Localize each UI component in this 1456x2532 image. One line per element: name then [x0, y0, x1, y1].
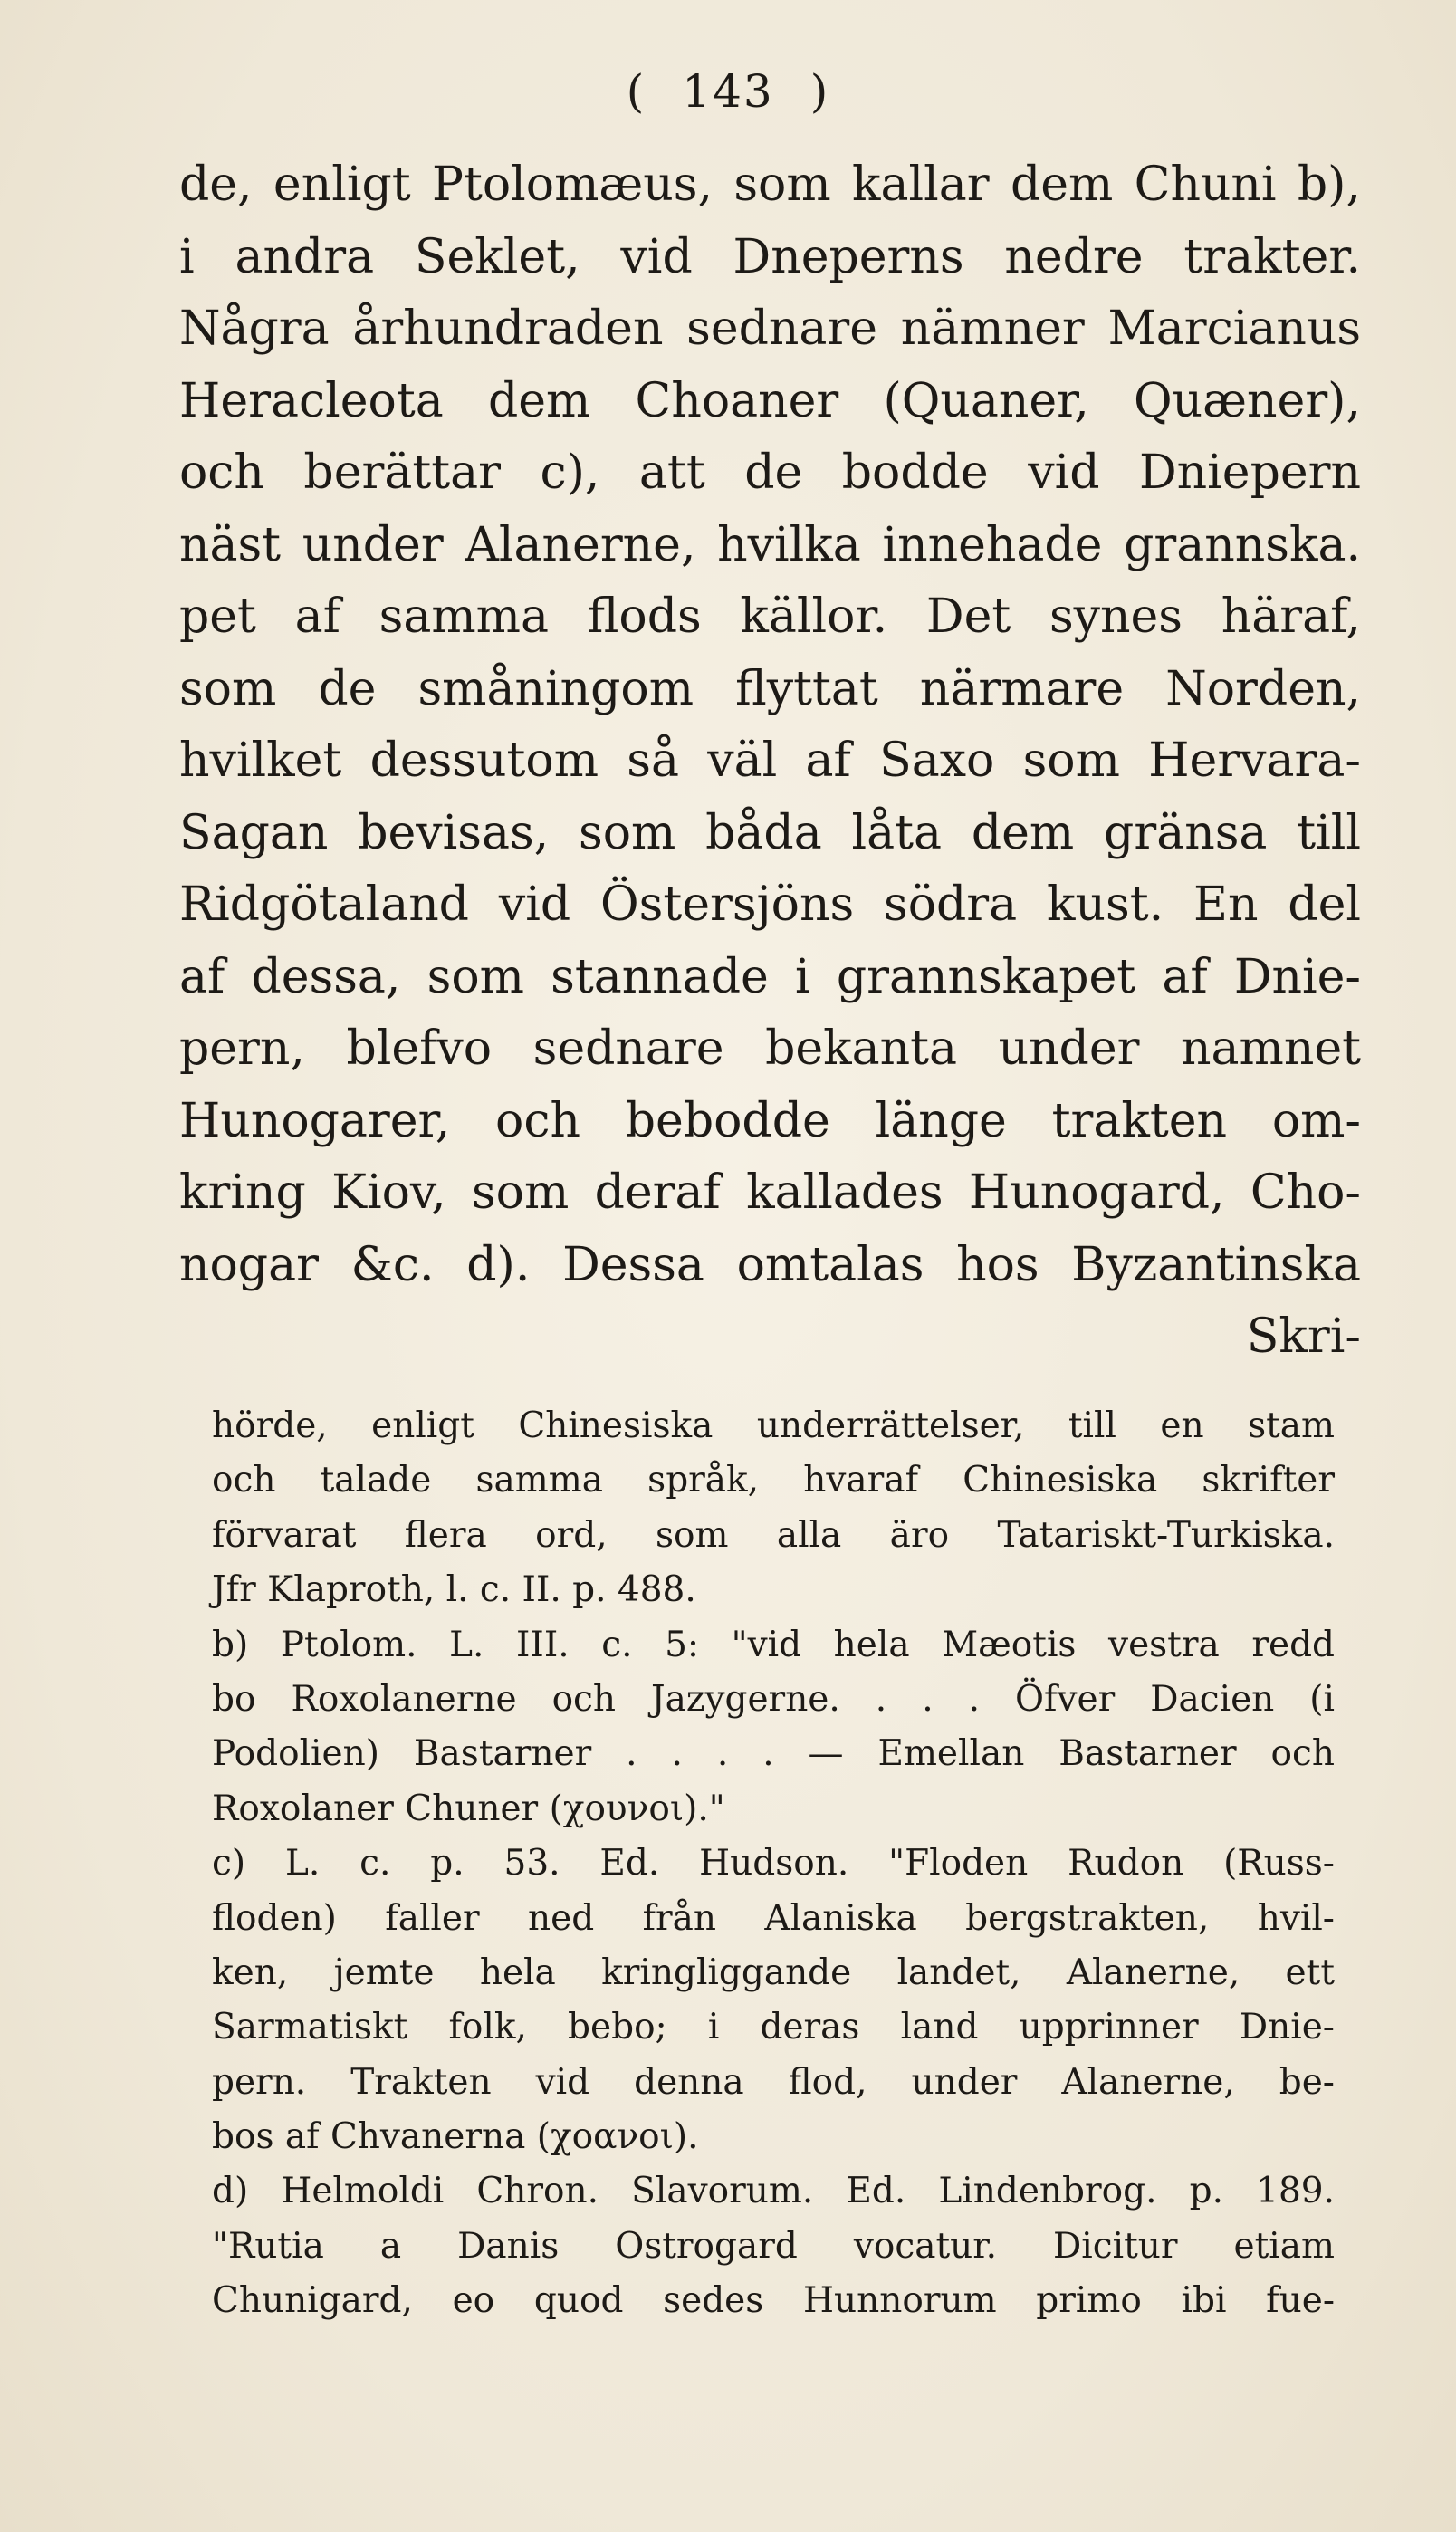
text-line: Ridgötaland vid Östersjöns södra kust. En del — [179, 878, 1361, 932]
text-line: nogar &c. d). Dessa omtalas hos Byzantinska — [179, 1237, 1361, 1292]
footnote-c-line: floden) faller ned från Alaniska bergstrakten, hvil- — [212, 1897, 1335, 1939]
footnote-c-line: c) L. c. p. 53. Ed. Hudson. "Floden Rudon (Russ- — [212, 1843, 1335, 1885]
footnote-d-line: Chunigard, eo quod sedes Hunnorum primo ibi fue- — [212, 2280, 1335, 2322]
footnote-line: hörde, enligt Chinesiska underrättelser, till en stam — [212, 1405, 1335, 1446]
open-paren: ( — [626, 65, 647, 118]
footnotes — [212, 1399, 1335, 2329]
footnote-line: Jfr Klaproth, l. c. II. p. 488. — [212, 1569, 696, 1611]
footnote-b-line: Roxolaner Chuner (χουνοι)." — [212, 1788, 725, 1829]
footnote-b-line: bo Roxolanerne och Jazygerne. . . . Öfver Dacien (i — [212, 1678, 1335, 1720]
page-header — [0, 65, 1456, 118]
page-number: 143 — [682, 65, 774, 118]
main-text — [179, 149, 1361, 1374]
footnote-c-line: pern. Trakten vid denna flod, under Alanerne, be- — [212, 2061, 1335, 2103]
text-line: Hunogarer, och bebodde länge trakten om- — [179, 1093, 1361, 1148]
text-line: pern, blefvo sednare bekanta under namnet — [179, 1021, 1361, 1076]
footnote-c-line: bos af Chvanerna (χοανοι). — [212, 2116, 699, 2158]
text-line: pet af samma flods källor. Det synes häraf, — [179, 590, 1361, 644]
text-line: af dessa, som stannade i grannskapet af Dnie- — [179, 949, 1361, 1004]
text-line: kring Kiov, som deraf kallades Hunogard, Cho- — [179, 1165, 1361, 1220]
footnote-d-line: "Rutia a Danis Ostrogard vocatur. Dicitur etiam — [212, 2225, 1335, 2267]
footnote-b-line: Podolien) Bastarner . . . . — Emellan Bastarner och — [212, 1733, 1335, 1775]
footnote-d-line: d) Helmoldi Chron. Slavorum. Ed. Lindenbrog. p. 189. — [212, 2171, 1335, 2212]
text-line: näst under Alanerne, hvilka innehade grannska. — [179, 517, 1361, 572]
text-line: Sagan bevisas, som båda låta dem gränsa till — [179, 805, 1361, 860]
text-line: hvilket dessutom så väl af Saxo som Hervara- — [179, 734, 1361, 788]
text-line: Heracleota dem Choaner (Quaner, Quæner), — [179, 373, 1361, 428]
text-line: i andra Seklet, vid Dneperns nedre trakter. — [179, 229, 1361, 284]
footnote-c-line: Sarmatiskt folk, bebo; i deras land upprinner Dnie- — [212, 2007, 1335, 2048]
footnote-c-line: ken, jemte hela kringliggande landet, Alanerne, ett — [212, 1952, 1335, 1993]
footnote-line: och talade samma språk, hvaraf Chinesiska skrifter — [212, 1460, 1335, 1501]
text-line: Några århundraden sednare nämner Marcianus — [179, 302, 1361, 356]
catchword: Skri- — [1246, 1309, 1361, 1364]
text-line: som de småningom flyttat närmare Norden, — [179, 661, 1361, 716]
footnote-line: förvarat flera ord, som alla äro Tatariskt-Turkiska. — [212, 1514, 1335, 1556]
text-line: och berättar c), att de bodde vid Dniepern — [179, 446, 1361, 500]
footnote-b-line: b) Ptolom. L. III. c. 5: "vid hela Mæotis vestra redd — [212, 1624, 1335, 1665]
text-line: de, enligt Ptolomæus, som kallar dem Chuni b), — [179, 158, 1361, 212]
close-paren: ) — [809, 65, 830, 118]
